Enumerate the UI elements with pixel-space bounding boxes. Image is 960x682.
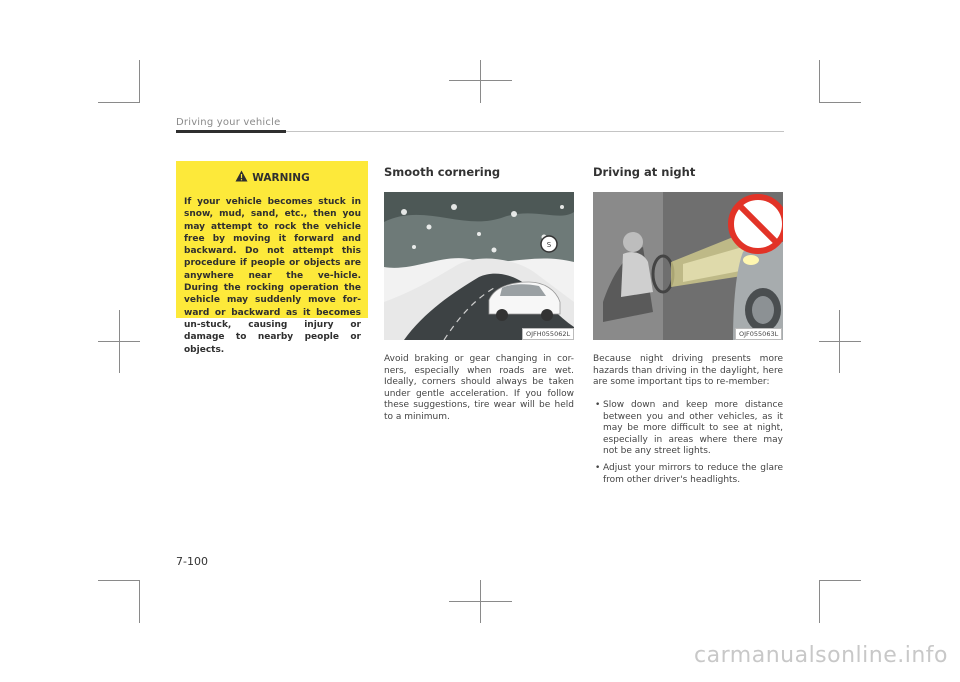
section-header: Driving your vehicle bbox=[176, 117, 281, 128]
header-rule bbox=[286, 131, 784, 132]
warning-title: WARNING bbox=[252, 171, 310, 184]
night-title: Driving at night bbox=[593, 165, 696, 179]
night-tips-list bbox=[593, 400, 783, 491]
warning-box bbox=[176, 161, 368, 355]
cornering-text: Avoid braking or gear changing in cor-ners, especially when roads are wet. Ideally, corners should always be taken under gentle acceleration. If you follow these suggestions, tire wear will be held to a minimum. bbox=[384, 354, 574, 422]
svg-text:S: S bbox=[546, 241, 552, 249]
warning-heading bbox=[184, 170, 361, 185]
night-intro-text: Because night driving presents more hazards than driving in the daylight, here are some important tips to re-member: bbox=[593, 354, 783, 388]
watermark: carmanualsonline.info bbox=[694, 643, 948, 668]
warning-triangle-icon bbox=[235, 170, 248, 185]
night-image-code: OJF055063L bbox=[735, 328, 782, 340]
warning-text: If your vehicle becomes stuck in snow, mud, sand, etc., then you may attempt to rock the vehicle free by moving it forward and backward. Do not attempt this procedure if people or objects are anywhere near the ve-hicle. During the rocking operation the vehicle may suddenly move for-ward or backward as it becomes un-stuck, causing injury or damage to nearby people or objects. bbox=[184, 197, 361, 355]
bullet-glyph: • bbox=[595, 400, 601, 410]
list-item: • Adjust your mirrors to reduce the glare from other driver's headlights. bbox=[595, 462, 783, 485]
list-item: • Slow down and keep more distance between you and other vehicles, as it may be more difficult to see at night, especially in areas where there may not be any street lights. bbox=[595, 400, 783, 457]
page-number: 7-100 bbox=[176, 555, 208, 568]
cornering-image-code: OJFH055062L bbox=[522, 328, 574, 340]
header-bar bbox=[176, 130, 286, 133]
cornering-illustration bbox=[384, 192, 574, 340]
cornering-title: Smooth cornering bbox=[384, 165, 501, 179]
night-driving-illustration bbox=[593, 192, 783, 340]
bullet-glyph: • bbox=[595, 462, 601, 473]
